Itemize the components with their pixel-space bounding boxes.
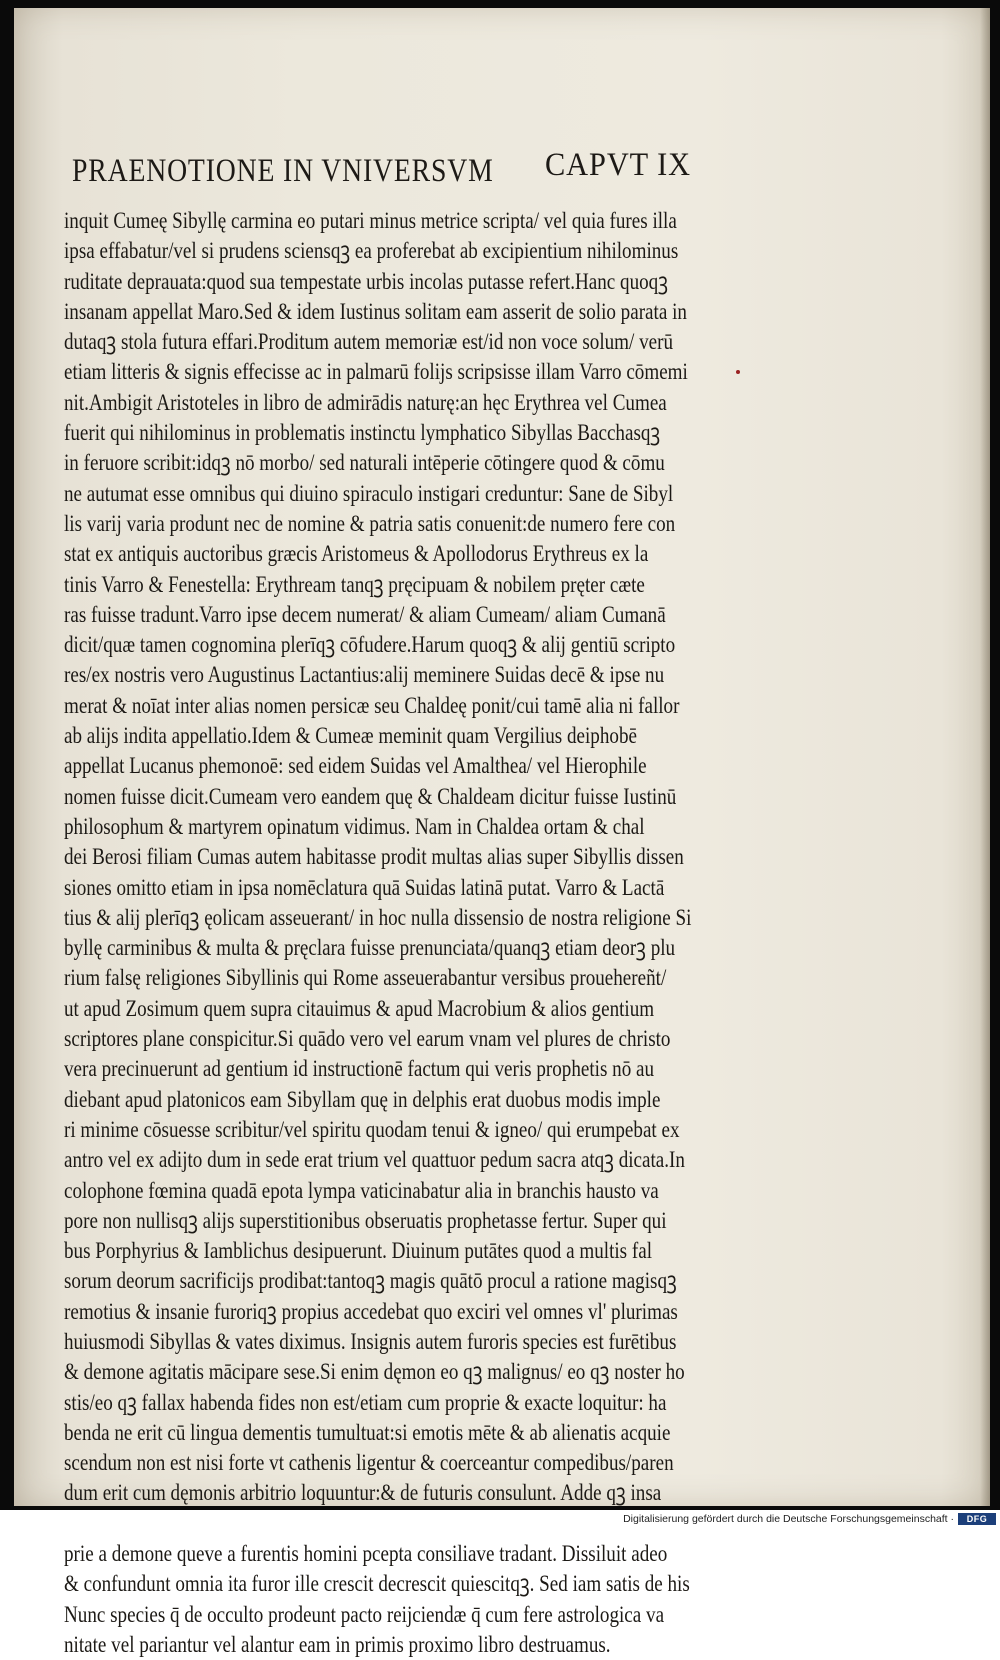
- text-line: ipsa effabatur/vel si prudens sciensqꝫ ea proferebat ab excipientium nihilominus: [64, 238, 679, 264]
- text-line: etiam litteris & signis effecisse ac in palmarū folijs scripsisse illam Varro cōmemi: [64, 359, 688, 385]
- text-line: pore non nullisqꝫ alijs superstitionibus obseruatis prophetasse fertur. Super qui: [64, 1207, 667, 1233]
- text-line: lis varij varia produnt nec de nomine & patria satis conuenit:de numero fere con: [64, 510, 676, 536]
- text-line: Nunc species q̄ de occulto prodeunt pacto reijciendæ q̄ cum fere astrologica va: [64, 1601, 665, 1627]
- text-line: huiusmodi Sibyllas & vates diximus. Insignis autem furoris species est furētibus: [64, 1328, 677, 1354]
- funding-credit: Digitalisierung gefördert durch die Deutsche Forschungsgemeinschaft ·: [623, 1513, 954, 1525]
- text-line: stis/eo qꝫ fallax habenda fides non est/etiam cum proprie & exacte loquitur: ha: [64, 1389, 667, 1415]
- text-line: & confundunt omnia ita furor ille crescit decrescit quiescitqꝫ. Sed iam satis de his: [64, 1571, 690, 1597]
- text-line: bus Porphyrius & Iamblichus desipuerunt. Diuinum putātes quod a multis fal: [64, 1238, 653, 1264]
- text-line: remotius & insanie furoriqꝫ propius accedebat quo exciri vel omnes vl' plurimas: [64, 1298, 678, 1324]
- dfg-logo: DFG: [958, 1513, 996, 1525]
- running-head: [72, 147, 772, 199]
- text-line: siones omitto etiam in ipsa nomēclatura quā Suidas latinā putat. Varro & Lactā: [64, 874, 665, 900]
- text-line: insanam appellat Maro.Sed & idem Iustinus solitam eam asserit de solio parata in: [64, 298, 687, 324]
- running-head-title: PRAENOTIONE IN VNIVERSVM: [72, 153, 494, 189]
- text-line: ras fuisse tradunt.Varro ipse decem numerat/ & aliam Cumeam/ aliam Cumanā: [64, 601, 666, 627]
- text-line: dutaqꝫ stola futura effari.Proditum autem memoriæ est/id non voce solum/ verū: [64, 329, 674, 355]
- text-line: vera precinuerunt ad gentium id instructionē factum qui veris prophetis nō au: [64, 1056, 655, 1082]
- text-line: scendum non est nisi forte vt cathenis ligentur & coerceantur compedibus/paren: [64, 1450, 674, 1476]
- text-line: prie a demone queve a furentis homini pcepta consiliave tradant. Dissiluit adeo: [64, 1541, 668, 1567]
- text-line: scriptores plane conspicitur.Si quādo vero vel earum vnam vel plures de christo: [64, 1026, 671, 1052]
- text-line: colophone fœmina quadā epota lympa vaticinabatur alia in branchis hausto va: [64, 1177, 659, 1203]
- text-line: & demone agitatis mācipare sese.Si enim dęmon eo qꝫ malignus/ eo qꝫ noster ho: [64, 1359, 685, 1385]
- text-line: sorum deorum sacrificijs prodibat:tantoqꝫ magis quātō procul a ratione magisqꝫ: [64, 1268, 677, 1294]
- text-line: dum erit cum dęmonis arbitrio loquuntur:& de futuris consulunt. Adde qꝫ insa: [64, 1480, 662, 1506]
- text-line: tinis Varro & Fenestella: Erythream tanqꝫ pręcipuam & nobilem pręter cæte: [64, 571, 645, 597]
- text-line: ne autumat esse omnibus qui diuino spiraculo instigari creduntur: Sane de Sibyl: [64, 480, 674, 506]
- text-line: ab alijs indita appellatio.Idem & Cumeæ meminit quam Vergilius deiphobē: [64, 723, 637, 749]
- text-line: stat ex antiquis auctoribus græcis Aristomeus & Apollodorus Erythreus ex la: [64, 541, 649, 567]
- text-line: nomen fuisse dicit.Cumeam vero eandem quę & Chaldeam dicitur fuisse Iustinū: [64, 783, 677, 809]
- text-line: nit.Ambigit Aristoteles in libro de admirādis naturę:an hęc Erythrea vel Cumea: [64, 389, 667, 415]
- text-line: diebant apud platonicos eam Sibyllam quę in delphis erat duobus modis imple: [64, 1086, 661, 1112]
- chapter-number: CAPVT IX: [545, 147, 691, 183]
- text-line: benda ne erit cū lingua dementis tumultuat:si emotis mēte & ab alienatis acquie: [64, 1419, 671, 1445]
- text-line: ri minime cōsuesse scribitur/vel spiritu quodam tenui & igneo/ qui erumpebat ex: [64, 1116, 680, 1142]
- text-line: dicit/quæ tamen cognomina plerīqꝫ cōfudere.Harum quoqꝫ & alij gentiū scripto: [64, 632, 676, 658]
- text-line: ruditate deprauata:quod sua tempestate urbis incolas putasse refert.Hanc quoqꝫ: [64, 268, 668, 294]
- text-line: antro vel ex adijto dum in sede erat trium vel quattuor pedum sacra atqꝫ dicata.In: [64, 1147, 685, 1173]
- text-line: rium falsę religiones Sibyllinis qui Rome asseuerabantur versibus prouehereñt/: [64, 965, 667, 991]
- page-edge-shadow: [980, 8, 990, 1506]
- text-line: fuerit qui nihilominus in problematis instinctu lymphatico Sibyllas Bacchasqꝫ: [64, 420, 661, 446]
- body-text: [64, 206, 764, 1660]
- text-line: byllę carminibus & multa & pręclara fuisse prenunciata/quanqꝫ etiam deorꝫ plu: [64, 935, 676, 961]
- text-line: philosophum & martyrem opinatum vidimus. Nam in Chaldea ortam & chal: [64, 813, 645, 839]
- text-line: tius & alij plerīqꝫ ęolicam asseuerant/ in hoc nulla dissensio de nostra religione Si: [64, 904, 692, 930]
- text-line: res/ex nostris vero Augustinus Lactantius:alij meminere Suidas decē & ipse nu: [64, 662, 665, 688]
- text-line: inquit Cumeę Sibyllę carmina eo putari minus metrice scripta/ vel quia fures illa: [64, 208, 677, 233]
- text-line: ut apud Zosimum quem supra citauimus & apud Macrobium & alios gentium: [64, 995, 655, 1021]
- text-line: nitate vel pariantur vel alantur eam in primis proximo libro destruamus.: [64, 1631, 611, 1657]
- text-line: appellat Lucanus phemonoē: sed eidem Suidas vel Amalthea/ vel Hierophile: [64, 753, 647, 779]
- text-line: in feruore scribit:idqꝫ nō morbo/ sed naturali intēperie cōtingere quod & cōmu: [64, 450, 665, 476]
- text-line: merat & noīat inter alias nomen persicæ seu Chaldeę ponit/cui tamē alia ni fallor: [64, 692, 680, 718]
- text-line: dei Berosi filiam Cumas autem habitasse prodit multas alias super Sibyllis dissen: [64, 844, 684, 870]
